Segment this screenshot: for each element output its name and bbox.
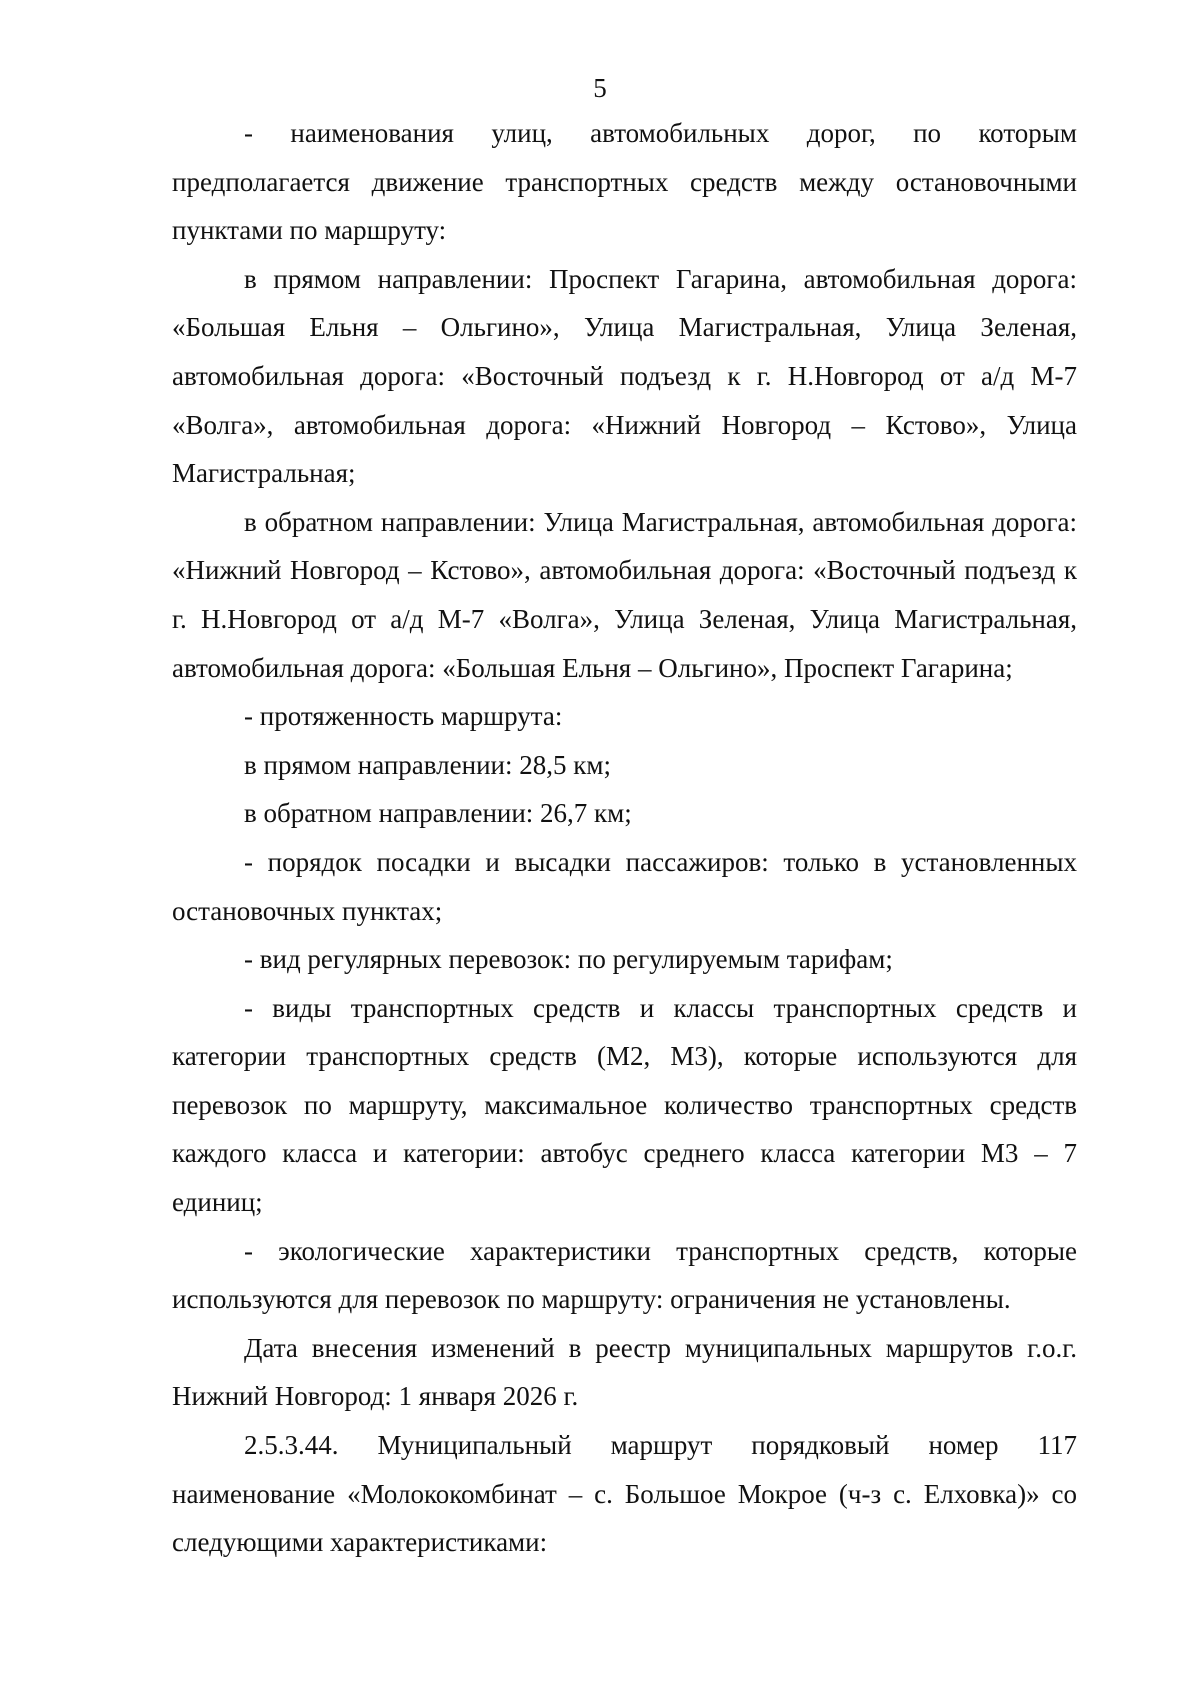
page-number: 5	[593, 73, 607, 103]
paragraph-vehicle-classes: - виды транспортных средств и классы транспортных средств и категории транспортных средств (М2, М3), которые используются для перевозок по маршруту, максимальное количество транспортных средств каждого класса и категории: автобус среднего класса категории М3 – 7 единиц;	[172, 992, 1077, 1218]
paragraph-reverse-direction-route: в обратном направлении: Улица Магистральная, автомобильная дорога: «Нижний Новгород – Кстово», автомобильная дорога: «Восточный подъезд к г. Н.Новгород от а/д М-7 «Волга», Улица Зеленая, Улица Магистральная, автомобильная дорога: «Большая Ельня – Ольгино», Проспект Гагарина;	[172, 506, 1077, 683]
paragraph-boarding-order: - порядок посадки и высадки пассажиров: только в установленных остановочных пунктах;	[172, 846, 1077, 926]
paragraph-transport-type: - вид регулярных перевозок: по регулируемым тарифам;	[244, 944, 893, 975]
paragraph-route-117-heading: 2.5.3.44. Муниципальный маршрут порядковый номер 117 наименование «Молококомбинат – с. Большое Мокрое (ч-з с. Елховка)» со следующими характеристиками:	[172, 1430, 1077, 1558]
paragraph-ecological-characteristics: - экологические характеристики транспортных средств, которые используются для перевозок по маршруту: ограничения не установлены.	[172, 1235, 1077, 1315]
paragraph-reverse-length: в обратном направлении: 26,7 км;	[244, 798, 632, 829]
paragraph-forward-length: в прямом направлении: 28,5 км;	[244, 749, 611, 780]
document-body	[172, 109, 1077, 1567]
paragraph-street-names: - наименования улиц, автомобильных дорог, по которым предполагается движение транспортных средств между остановочными пунктами по маршруту:	[172, 118, 1077, 246]
paragraph-registry-change-date: Дата внесения изменений в реестр муниципальных маршрутов г.о.г. Нижний Новгород: 1 января 2026 г.	[172, 1332, 1077, 1412]
paragraph-route-length-heading: - протяженность маршрута:	[244, 701, 563, 732]
paragraph-forward-direction-route: в прямом направлении: Проспект Гагарина, автомобильная дорога: «Большая Ельня – Ольгино», Улица Магистральная, Улица Зеленая, автомобильная дорога: «Восточный подъезд к г. Н.Новгород от а/д М-7 «Волга», автомобильная дорога: «Нижний Новгород – Кстово», Улица Магистральная;	[172, 263, 1077, 489]
